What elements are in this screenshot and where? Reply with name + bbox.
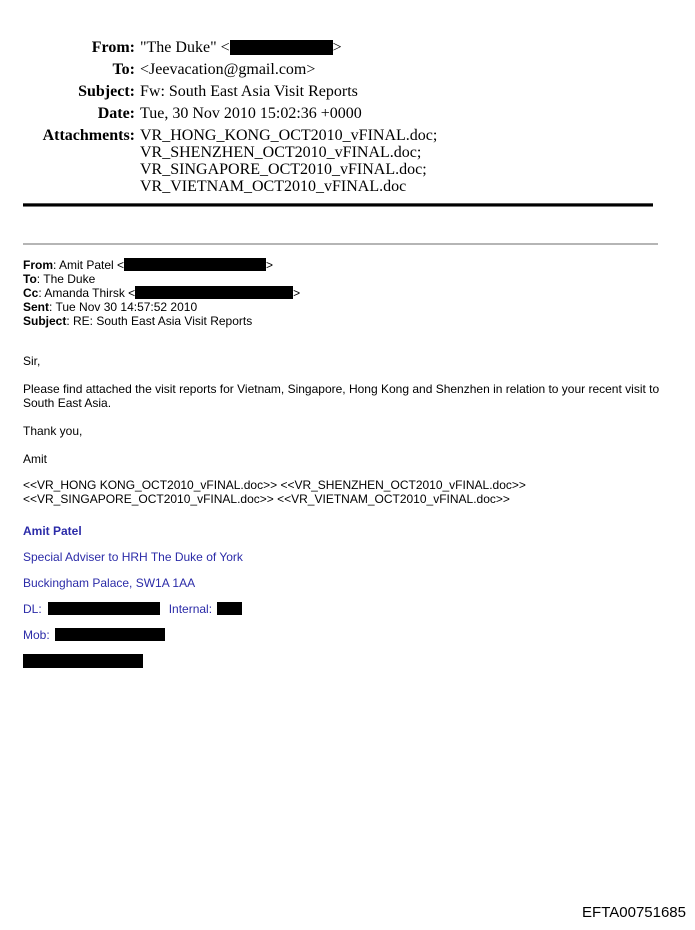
outer-from-pre: "The Duke" < <box>140 39 230 56</box>
outer-attachments-value: VR_HONG_KONG_OCT2010_vFINAL.doc; VR_SHENZHEN_OCT2010_vFINAL.doc; VR_SINGAPORE_OCT2010_vFINAL.doc; VR_VIETNAM_OCT2010_vFINAL.doc <box>140 127 438 195</box>
inner-from-label: From <box>23 258 53 272</box>
redaction-bar-dl-number <box>48 602 160 615</box>
outer-from-label: From: <box>91 39 135 56</box>
redaction-bar-outer-from <box>230 40 333 55</box>
outer-date-value: Tue, 30 Nov 2010 15:02:36 +0000 <box>140 105 362 122</box>
inner-subject-row <box>23 314 695 328</box>
inner-from-pre: : Amit Patel < <box>53 258 125 272</box>
inner-sent-row <box>23 300 695 314</box>
signature-title: Special Adviser to HRH The Duke of York <box>23 550 243 564</box>
body-paragraph: Please find attached the visit reports for Vietnam, Singapore, Hong Kong and Shenzhen in relation to your recent visit to South East Asia. <box>23 382 660 410</box>
inner-to-row <box>23 272 695 286</box>
attachment-ref-line-1: <<VR_HONG KONG_OCT2010_vFINAL.doc>> <<VR_SHENZHEN_OCT2010_vFINAL.doc>> <box>23 478 526 492</box>
signature-dl-row <box>23 602 695 616</box>
inner-sent-value: : Tue Nov 30 14:57:52 2010 <box>49 300 198 314</box>
inner-cc-post: > <box>293 286 301 300</box>
outer-subject-row <box>0 83 695 100</box>
closing-thanks: Thank you, <box>23 424 83 438</box>
inner-subject-value: : RE: South East Asia Visit Reports <box>66 314 253 328</box>
signature-mob-row <box>23 628 695 642</box>
outer-to-row <box>0 61 695 78</box>
inner-sent-label: Sent <box>23 300 50 314</box>
thin-divider <box>23 243 658 245</box>
inner-subject-label: Subject <box>23 314 67 328</box>
thick-divider <box>23 203 653 207</box>
signature-redacted-row <box>23 654 695 669</box>
inner-cc-row <box>23 286 695 300</box>
attachment-references <box>23 478 695 506</box>
redaction-bar-bottom <box>23 654 143 668</box>
signoff-name: Amit <box>23 452 47 466</box>
salutation: Sir, <box>23 354 41 368</box>
mob-label: Mob: <box>23 628 50 642</box>
outer-subject-value: Fw: South East Asia Visit Reports <box>140 83 358 100</box>
bates-number: EFTA00751685 <box>582 904 686 921</box>
outer-attachments-label: Attachments: <box>42 127 135 144</box>
inner-cc-label: Cc <box>23 286 39 300</box>
outer-from-row <box>0 39 695 56</box>
outer-date-label: Date: <box>97 105 135 122</box>
outer-from-post: > <box>332 39 342 56</box>
signature-name: Amit Patel <box>23 524 82 538</box>
redaction-bar-inner-from <box>124 258 266 271</box>
inner-to-value: : The Duke <box>36 272 96 286</box>
inner-from-row <box>23 258 695 272</box>
outer-to-label: To: <box>112 61 135 78</box>
outer-subject-label: Subject: <box>78 83 135 100</box>
outer-to-value: <Jeevacation@gmail.com> <box>140 61 316 78</box>
outer-attachments-row <box>0 127 695 195</box>
email-body <box>23 354 695 506</box>
outer-date-row <box>0 105 695 122</box>
redaction-bar-mob-number <box>55 628 165 641</box>
inner-to-label: To <box>23 272 37 286</box>
outer-from-value <box>140 39 342 56</box>
redaction-bar-internal-number <box>217 602 242 615</box>
redaction-bar-cc <box>135 286 293 299</box>
attachment-ref-line-2: <<VR_SINGAPORE_OCT2010_vFINAL.doc>> <<VR_VIETNAM_OCT2010_vFINAL.doc>> <box>23 492 510 506</box>
dl-label: DL: <box>23 602 42 616</box>
inner-email-header <box>23 258 695 328</box>
inner-cc-pre: : Amanda Thirsk < <box>38 286 136 300</box>
inner-from-post: > <box>266 258 274 272</box>
signature-address: Buckingham Palace, SW1A 1AA <box>23 576 196 590</box>
internal-label: Internal: <box>168 602 213 616</box>
signature-block <box>23 524 695 669</box>
outer-email-header <box>0 0 695 195</box>
